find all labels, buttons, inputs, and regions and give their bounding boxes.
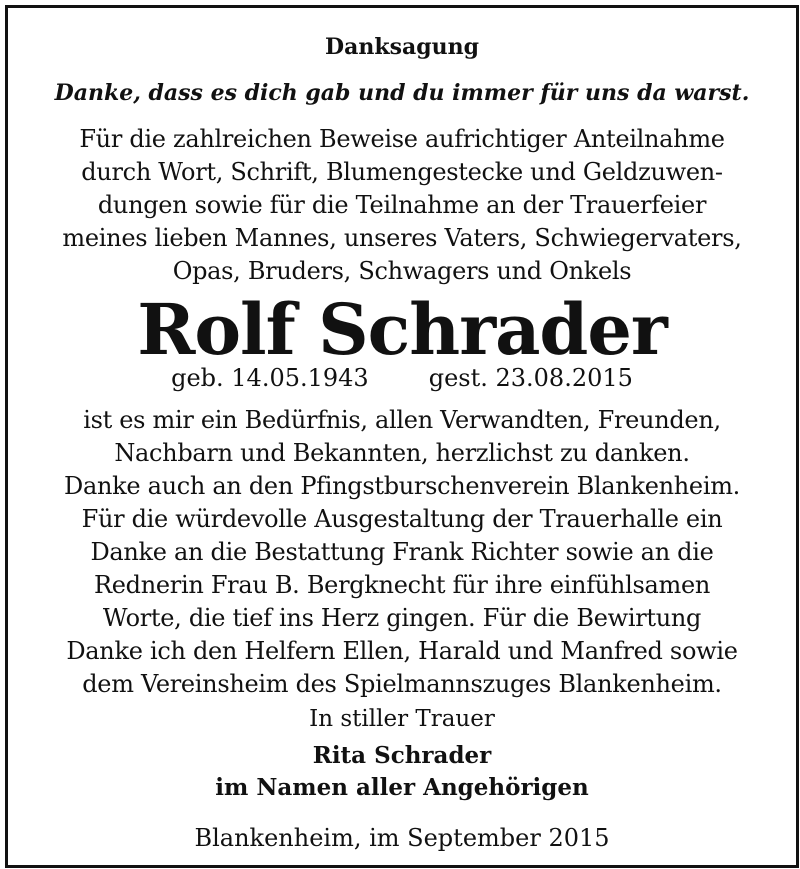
body-line: Danke an die Bestattung Frank Richter sowie an die (90, 538, 714, 566)
intro-line: meines lieben Mannes, unseres Vaters, Schwiegervaters, (62, 224, 742, 252)
obituary-notice (5, 5, 799, 868)
notice-motto: Danke, dass es dich gab und du immer für uns da warst. (54, 80, 750, 106)
body-line: Worte, die tief ins Herz gingen. Für die Bewirtung (102, 604, 702, 632)
closing-phrase: In stiller Trauer (309, 706, 495, 732)
thanks-paragraph (8, 404, 796, 701)
life-dates (8, 364, 796, 392)
intro-paragraph (8, 123, 796, 288)
body-line: Danke ich den Helfern Ellen, Harald und Manfred sowie (66, 637, 738, 665)
body-line: ist es mir ein Bedürfnis, allen Verwandten, Freunden, (83, 406, 721, 434)
intro-line: dungen sowie für die Teilnahme an der Trauerfeier (97, 191, 707, 219)
signer-name: Rita Schrader (312, 742, 492, 769)
birth-date: geb. 14.05.1943 (171, 364, 369, 392)
body-line: Nachbarn und Bekannten, herzlichst zu danken. (114, 439, 690, 467)
intro-line: Für die zahlreichen Beweise aufrichtiger Anteilnahme (79, 125, 725, 153)
body-line: Rednerin Frau B. Bergknecht für ihre einfühlsamen (93, 571, 711, 599)
body-line: Danke auch an den Pfingstburschenverein Blankenheim. (64, 472, 740, 500)
notice-heading: Danksagung (325, 34, 479, 60)
place-and-date: Blankenheim, im September 2015 (194, 824, 610, 852)
intro-line: Opas, Bruders, Schwagers und Onkels (172, 257, 632, 285)
intro-line: durch Wort, Schrift, Blumengestecke und Geldzuwen- (81, 158, 723, 186)
deceased-name: Rolf Schrader (137, 288, 667, 371)
death-date: gest. 23.08.2015 (428, 364, 633, 392)
body-line: dem Vereinsheim des Spielmannszuges Blankenheim. (82, 670, 722, 698)
signer-note: im Namen aller Angehörigen (215, 774, 589, 801)
body-line: Für die würdevolle Ausgestaltung der Trauerhalle ein (81, 505, 723, 533)
